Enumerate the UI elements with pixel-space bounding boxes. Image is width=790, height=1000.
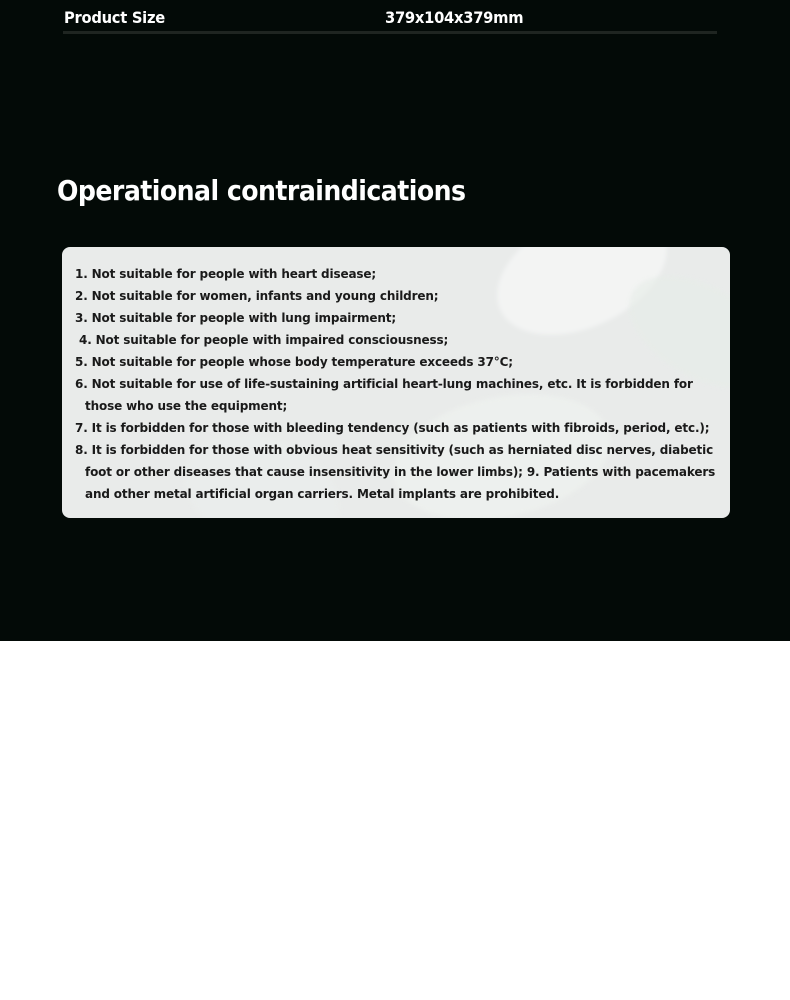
list-item: 5. Not suitable for people whose body temperature exceeds 37°C; <box>75 355 513 369</box>
spec-label: Product Size <box>64 8 165 27</box>
contraindications-card <box>62 247 730 518</box>
list-item: 7. It is forbidden for those with bleeding tendency (such as patients with fibroids, period, etc.); <box>75 421 710 435</box>
list-item: 4. Not suitable for people with impaired consciousness; <box>79 333 449 347</box>
contraindications-list <box>75 263 723 505</box>
list-item: 2. Not suitable for women, infants and young children; <box>75 289 439 303</box>
spec-row-product-size <box>63 6 717 34</box>
list-item: 8. It is forbidden for those with obvious heat sensitivity (such as herniated disc nerves, diabetic foot or other diseases that cause insensitivity in the lower limbs); 9. Patients with pacemakers and other metal artificial organ carriers. Metal implants are prohibited. <box>75 443 716 501</box>
spec-value: 379x104x379mm <box>385 8 524 27</box>
list-item: 1. Not suitable for people with heart disease; <box>75 267 377 281</box>
section-title: Operational contraindications <box>57 174 466 207</box>
list-item: 3. Not suitable for people with lung impairment; <box>75 311 396 325</box>
list-item: 6. Not suitable for use of life-sustaining artificial heart-lung machines, etc. It is forbidden for those who use the equipment; <box>75 377 693 413</box>
